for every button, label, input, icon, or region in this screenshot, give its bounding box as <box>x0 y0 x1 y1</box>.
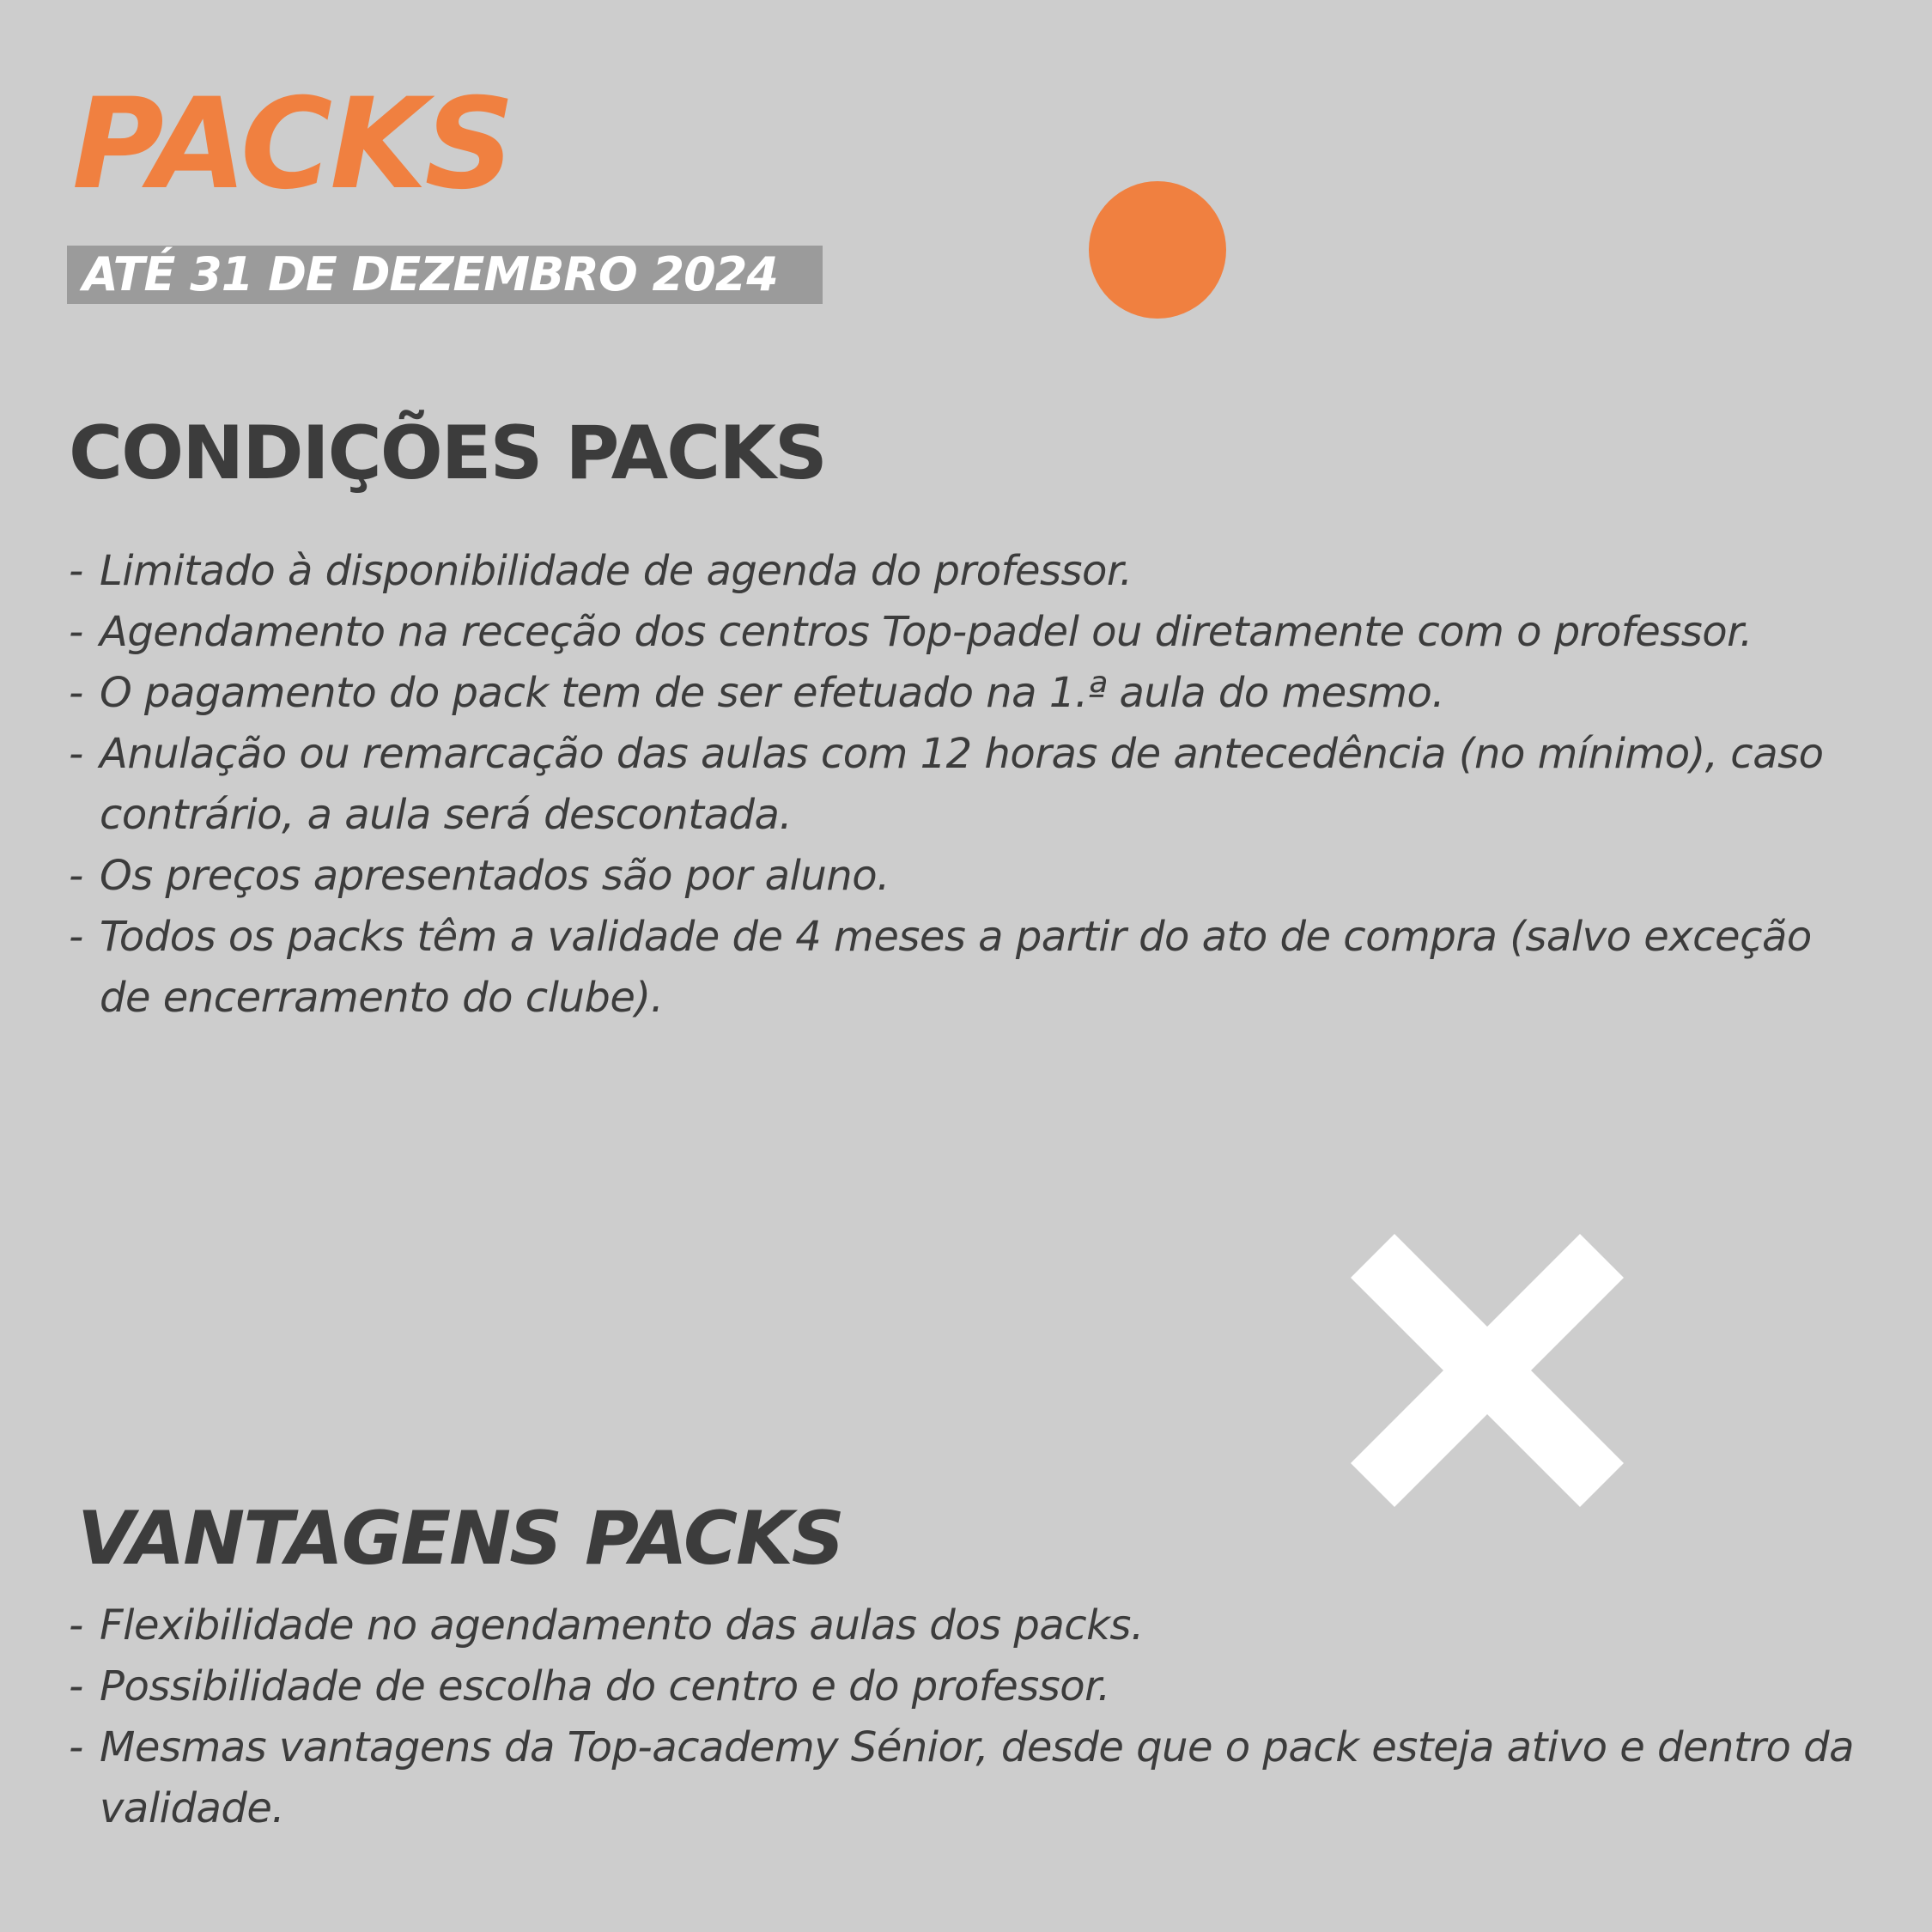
page-title: PACKS <box>72 71 513 217</box>
date-badge: ATÉ 31 DE DEZEMBRO 2024 <box>67 246 823 304</box>
bullet-dash: - <box>69 913 83 961</box>
conditions-heading: CONDIÇÕES PACKS <box>69 410 826 496</box>
list-item <box>69 663 1872 724</box>
list-item-text: Anulação ou remarcação das aulas com 12 horas de antecedência (no mínimo), caso contrário, a aula será descontada. <box>100 730 1824 839</box>
list-item <box>69 724 1872 846</box>
advantages-list <box>69 1595 1872 1839</box>
conditions-list <box>69 541 1872 1029</box>
advantages-heading: VANTAGENS PACKS <box>77 1496 843 1582</box>
list-item-text: Os preços apresentados são por aluno. <box>100 852 890 900</box>
list-item-text: Flexibilidade no agendamento das aulas dos packs. <box>100 1601 1144 1649</box>
cross-icon <box>1351 1234 1624 1507</box>
list-item-text: Possibilidade de escolha do centro e do professor. <box>100 1662 1110 1710</box>
list-item-text: Mesmas vantagens da Top-academy Sénior, desde que o pack esteja ativo e dentro da validade. <box>100 1723 1855 1832</box>
bullet-dash: - <box>69 608 83 656</box>
bullet-dash: - <box>69 852 83 900</box>
circle-icon <box>1089 181 1226 319</box>
bullet-dash: - <box>69 1601 83 1649</box>
list-item <box>69 541 1872 602</box>
list-item <box>69 602 1872 663</box>
list-item <box>69 846 1872 907</box>
bullet-dash: - <box>69 1662 83 1710</box>
list-item-text: Todos os packs têm a validade de 4 meses a partir do ato de compra (salvo exceção de encerramento do clube). <box>100 913 1812 1022</box>
list-item-text: O pagamento do pack tem de ser efetuado na 1.ª aula do mesmo. <box>100 669 1445 717</box>
list-item <box>69 1595 1872 1656</box>
list-item <box>69 907 1872 1029</box>
bullet-dash: - <box>69 547 83 595</box>
list-item <box>69 1656 1872 1717</box>
bullet-dash: - <box>69 1723 83 1771</box>
list-item-text: Agendamento na receção dos centros Top-padel ou diretamente com o professor. <box>100 608 1753 656</box>
list-item-text: Limitado à disponibilidade de agenda do professor. <box>100 547 1133 595</box>
bullet-dash: - <box>69 730 83 778</box>
bullet-dash: - <box>69 669 83 717</box>
list-item <box>69 1717 1872 1839</box>
